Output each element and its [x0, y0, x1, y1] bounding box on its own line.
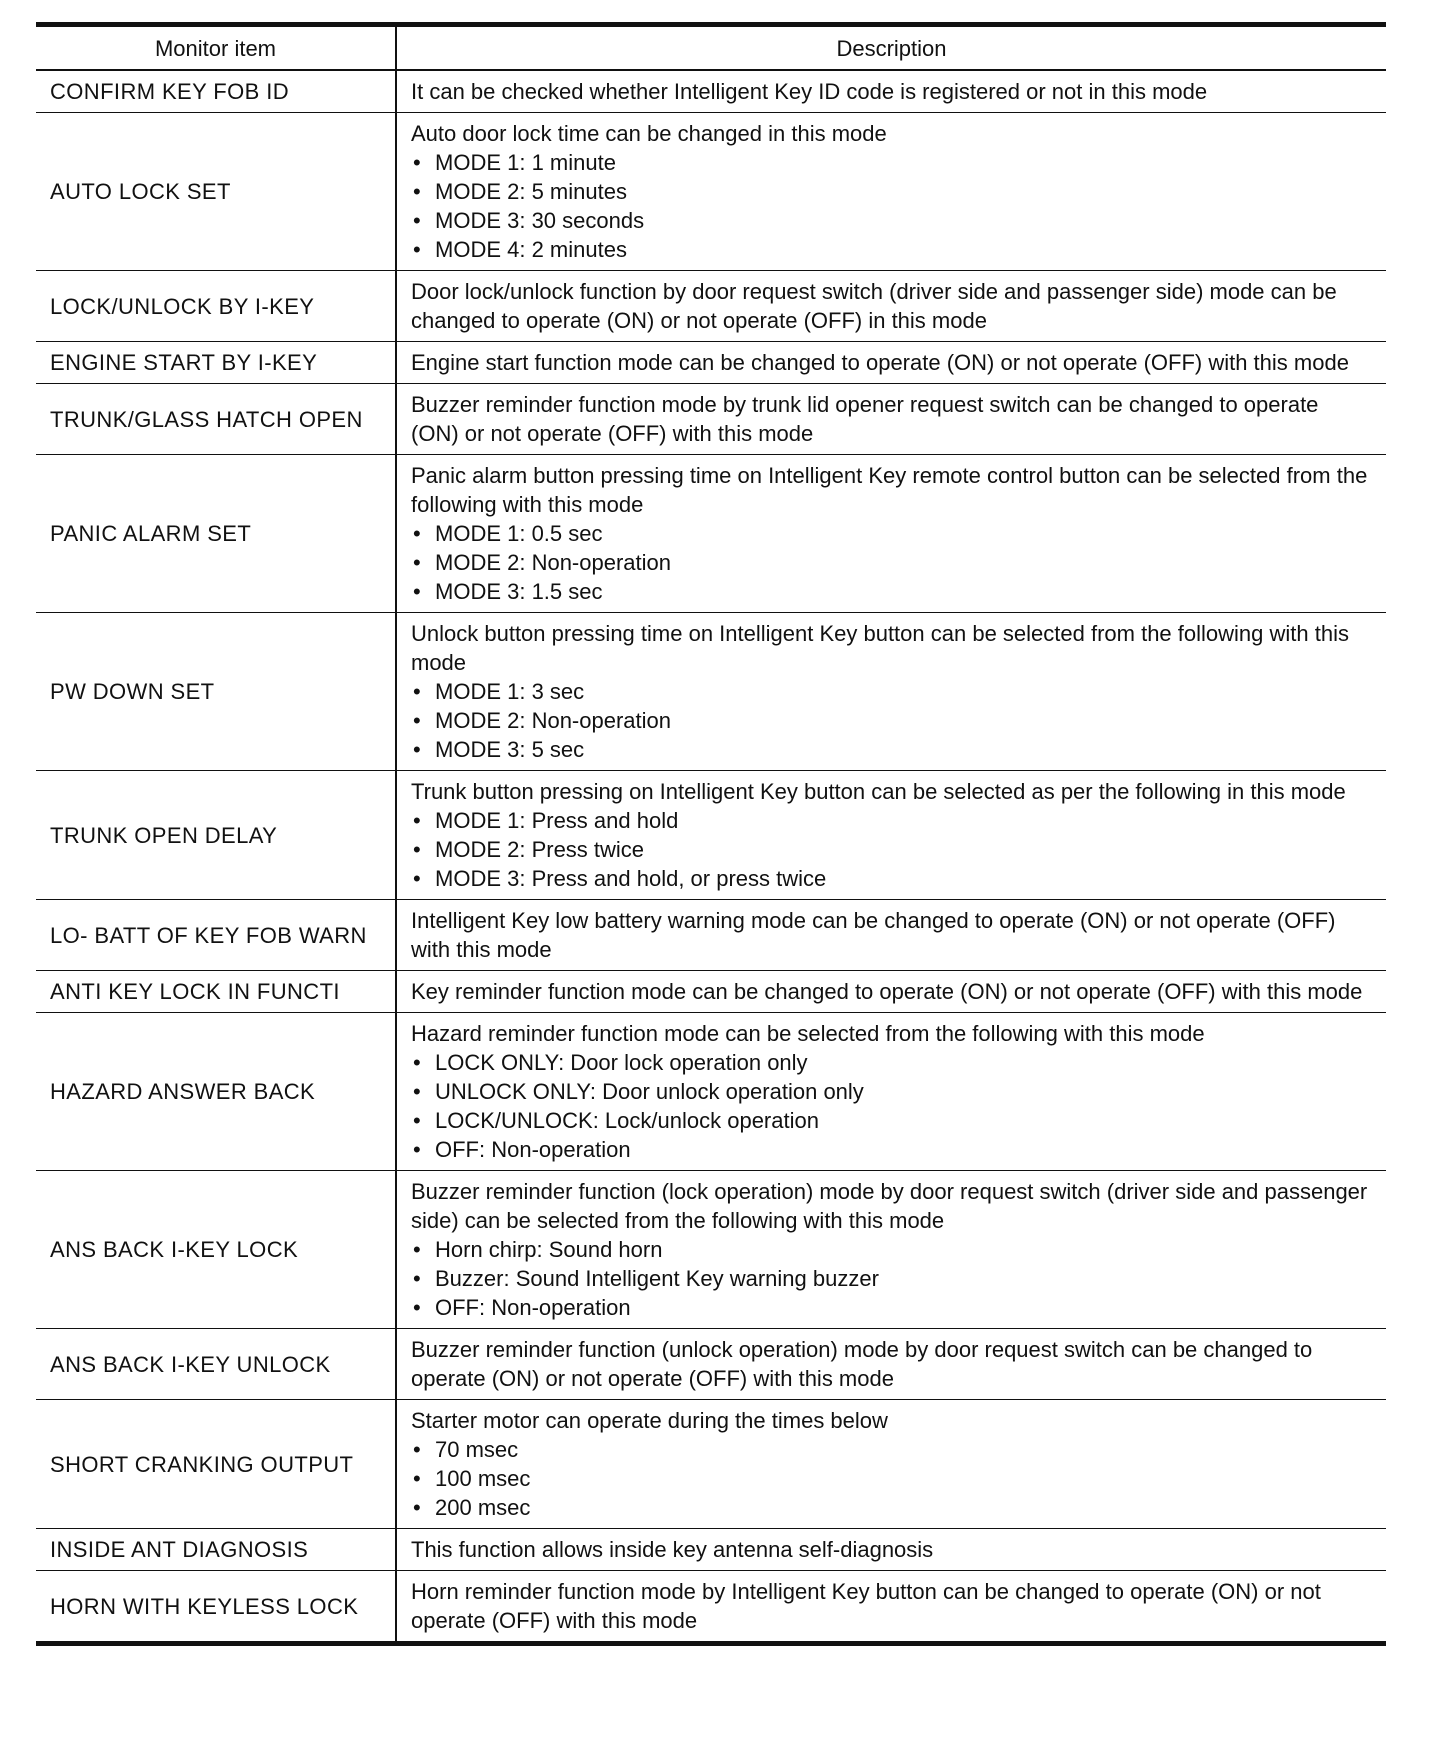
monitor-item-cell: SHORT CRANKING OUTPUT [36, 1400, 396, 1529]
monitor-item-cell: CONFIRM KEY FOB ID [36, 70, 396, 113]
option-item: • UNLOCK ONLY: Door unlock operation only [411, 1077, 1372, 1106]
option-item: • 100 msec [411, 1464, 1372, 1493]
description-cell [396, 971, 1386, 1013]
monitor-item-cell: ANTI KEY LOCK IN FUNCTI [36, 971, 396, 1013]
description-text: Hazard reminder function mode can be selected from the following with this mode [411, 1021, 1205, 1046]
option-item: • LOCK ONLY: Door lock operation only [411, 1048, 1372, 1077]
option-item: • MODE 3: Press and hold, or press twice [411, 864, 1372, 893]
option-list [411, 677, 1372, 764]
monitor-item-cell: ANS BACK I-KEY UNLOCK [36, 1329, 396, 1400]
option-item: • MODE 4: 2 minutes [411, 235, 1372, 264]
description-text: Unlock button pressing time on Intelligent Key button can be selected from the following with this mode [411, 621, 1349, 675]
monitor-item-cell: PANIC ALARM SET [36, 455, 396, 613]
monitor-item-cell: LO- BATT OF KEY FOB WARN [36, 900, 396, 971]
option-list [411, 1235, 1372, 1322]
table-row [36, 613, 1386, 771]
description-text: Intelligent Key low battery warning mode can be changed to operate (ON) or not operate (OFF) with this mode [411, 908, 1336, 962]
option-list [411, 148, 1372, 264]
description-cell [396, 455, 1386, 613]
table-row [36, 113, 1386, 271]
table-row [36, 900, 1386, 971]
description-text: Buzzer reminder function (lock operation) mode by door request switch (driver side and passenger side) can be selected from the following with this mode [411, 1179, 1368, 1233]
description-text: Panic alarm button pressing time on Intelligent Key remote control button can be selected from the following with this mode [411, 463, 1368, 517]
description-cell [396, 342, 1386, 384]
monitor-item-cell: INSIDE ANT DIAGNOSIS [36, 1529, 396, 1571]
option-item: • MODE 3: 5 sec [411, 735, 1372, 764]
description-text: Auto door lock time can be changed in this mode [411, 121, 887, 146]
monitor-item-cell: AUTO LOCK SET [36, 113, 396, 271]
description-text: Buzzer reminder function (unlock operation) mode by door request switch can be changed to operate (ON) or not operate (OFF) with this mode [411, 1337, 1313, 1391]
description-text: Horn reminder function mode by Intelligent Key button can be changed to operate (ON) or not operate (OFF) with this mode [411, 1579, 1321, 1633]
option-item: • MODE 1: Press and hold [411, 806, 1372, 835]
table-row [36, 1529, 1386, 1571]
table-row [36, 1329, 1386, 1400]
option-item: • 200 msec [411, 1493, 1372, 1522]
description-text: Trunk button pressing on Intelligent Key button can be selected as per the following in this mode [411, 779, 1346, 804]
option-item: • Horn chirp: Sound horn [411, 1235, 1372, 1264]
option-list [411, 806, 1372, 893]
monitor-item-cell: ANS BACK I-KEY LOCK [36, 1171, 396, 1329]
option-item: • MODE 1: 0.5 sec [411, 519, 1372, 548]
option-item: • MODE 2: Press twice [411, 835, 1372, 864]
monitor-item-table [36, 22, 1386, 1646]
option-item: • OFF: Non-operation [411, 1135, 1372, 1164]
table-row [36, 342, 1386, 384]
monitor-item-cell: TRUNK/GLASS HATCH OPEN [36, 384, 396, 455]
option-item: • OFF: Non-operation [411, 1293, 1372, 1322]
description-cell [396, 613, 1386, 771]
monitor-item-cell: LOCK/UNLOCK BY I-KEY [36, 271, 396, 342]
description-cell [396, 1571, 1386, 1644]
description-cell [396, 271, 1386, 342]
table-row [36, 971, 1386, 1013]
header-row [36, 25, 1386, 71]
table-row [36, 384, 1386, 455]
option-item: • MODE 3: 1.5 sec [411, 577, 1372, 606]
option-item: • Buzzer: Sound Intelligent Key warning buzzer [411, 1264, 1372, 1293]
description-cell [396, 1529, 1386, 1571]
option-list [411, 1048, 1372, 1164]
monitor-item-cell: HORN WITH KEYLESS LOCK [36, 1571, 396, 1644]
monitor-item-cell: HAZARD ANSWER BACK [36, 1013, 396, 1171]
option-item: • MODE 1: 1 minute [411, 148, 1372, 177]
option-item: • MODE 2: Non-operation [411, 706, 1372, 735]
table-row [36, 1400, 1386, 1529]
description-cell [396, 1400, 1386, 1529]
table-row [36, 1013, 1386, 1171]
description-cell [396, 900, 1386, 971]
description-text: Buzzer reminder function mode by trunk lid opener request switch can be changed to operate (ON) or not operate (OFF) with this mode [411, 392, 1319, 446]
option-item: • MODE 2: 5 minutes [411, 177, 1372, 206]
table-header [36, 25, 1386, 71]
table-body [36, 70, 1386, 1644]
description-text: Starter motor can operate during the times below [411, 1408, 888, 1433]
description-cell [396, 771, 1386, 900]
description-text: Door lock/unlock function by door request switch (driver side and passenger side) mode can be changed to operate (ON) or not operate (OFF) in this mode [411, 279, 1337, 333]
option-item: • MODE 2: Non-operation [411, 548, 1372, 577]
monitor-item-cell: TRUNK OPEN DELAY [36, 771, 396, 900]
description-cell [396, 384, 1386, 455]
option-item: • 70 msec [411, 1435, 1372, 1464]
table-row [36, 1171, 1386, 1329]
option-list [411, 519, 1372, 606]
option-item: • MODE 1: 3 sec [411, 677, 1372, 706]
document-page [36, 22, 1386, 1646]
table-row [36, 271, 1386, 342]
table-row [36, 1571, 1386, 1644]
table-row [36, 771, 1386, 900]
description-text: Key reminder function mode can be changed to operate (ON) or not operate (OFF) with this mode [411, 979, 1363, 1004]
monitor-item-cell: PW DOWN SET [36, 613, 396, 771]
option-item: • MODE 3: 30 seconds [411, 206, 1372, 235]
table-row [36, 70, 1386, 113]
description-text: This function allows inside key antenna self-diagnosis [411, 1537, 934, 1562]
header-monitor-item: Monitor item [36, 25, 396, 71]
description-cell [396, 70, 1386, 113]
description-cell [396, 113, 1386, 271]
monitor-item-cell: ENGINE START BY I-KEY [36, 342, 396, 384]
option-list [411, 1435, 1372, 1522]
option-item: • LOCK/UNLOCK: Lock/unlock operation [411, 1106, 1372, 1135]
header-description: Description [396, 25, 1386, 71]
description-cell [396, 1171, 1386, 1329]
description-cell [396, 1013, 1386, 1171]
description-text: Engine start function mode can be changed to operate (ON) or not operate (OFF) with this mode [411, 350, 1349, 375]
description-cell [396, 1329, 1386, 1400]
table-row [36, 455, 1386, 613]
description-text: It can be checked whether Intelligent Key ID code is registered or not in this mode [411, 79, 1208, 104]
